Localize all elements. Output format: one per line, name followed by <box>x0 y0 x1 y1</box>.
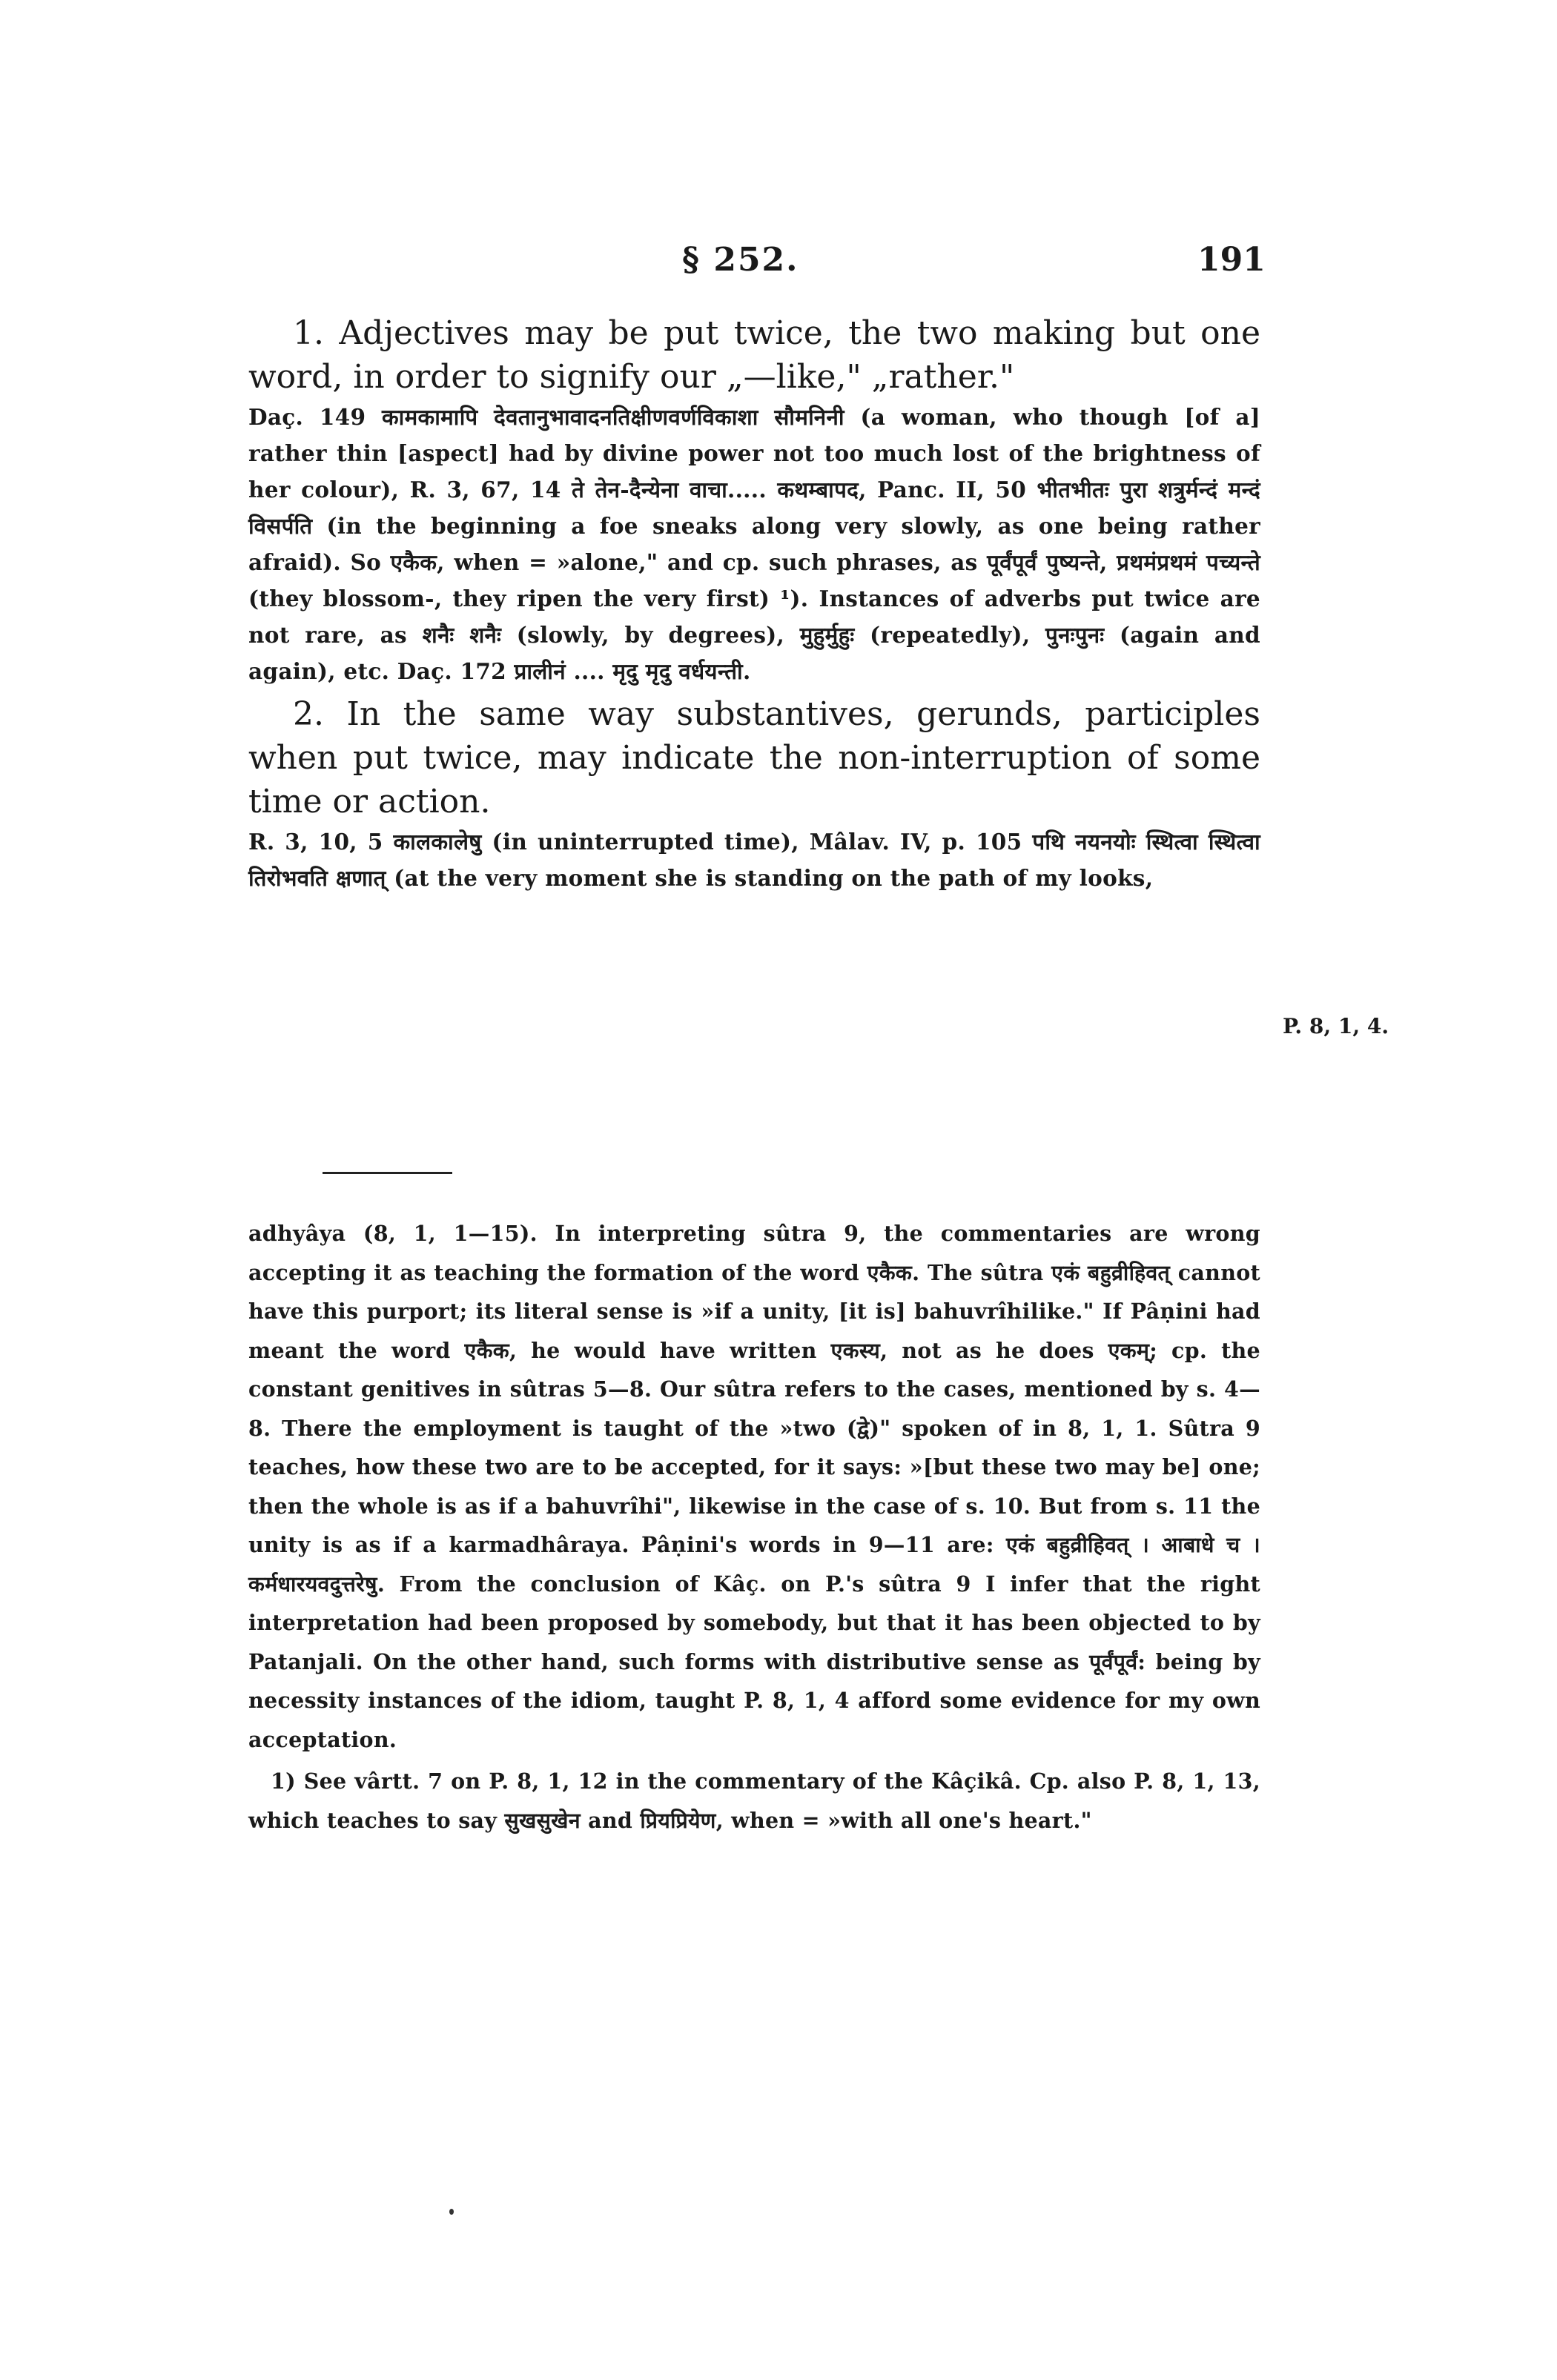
paragraph-1-lead: 1. Adjectives may be put twice, the two making but one word, in order to signify our „—like," „rather." <box>248 314 1260 396</box>
paragraph-2-body: R. 3, 10, 5 कालकालेषु (in uninterrupted time), Mâlav. IV, p. 105 पथि नयनयोः स्थित्वा स्थित्वा तिरोभवति क्षणात् (at the very moment she is standing on the path of my looks, <box>248 829 1260 891</box>
footnote-continuation: adhyâya (8, 1, 1—15). In interpreting sûtra 9, the commentaries are wrong accepting it as teaching the formation of the word एकैक. The sûtra एकं बहुव्रीहिवत् cannot have this purport; its literal sense is »if a unity, [it is] bahuvrîhilike." If Pâṇini had meant the word एकैक, he would have written एकस्य, not as he does एकम्; cp. the constant genitives in sûtras 5—8. Our sûtra refers to the cases, mentioned by s. 4—8. There the employment is taught of the »two (द्वे)" spoken of in 8, 1, 1. Sûtra 9 teaches, how these two are to be accepted, for it says: »[but these two may be] one; then the whole is as if a bahuvrîhi", likewise in the case of s. 10. But from s. 11 the unity is as if a karmadhâraya. Pâṇini's words in 9—11 are: एकं बहुव्रीहिवत् । आबाधे च । कर्मधारयवदुत्तरेषु. From the conclusion of Kâç. on P.'s sûtra 9 I infer that the right interpretation had been proposed by somebody, but that it has been objected to by Patanjali. On the other hand, such forms with distributive sense as पूर्वंपूर्वं: being by necessity instances of the idiom, taught P. 8, 1, 4 afford some evidence for my own acceptation. <box>248 1221 1260 1752</box>
footnotes <box>248 1214 1260 1840</box>
paragraph-1-body: Daç. 149 कामकामापि देवतानुभावादनतिक्षीणवर्णविकाशा सौमनिनी (a woman, who though [of a] rather thin [aspect] had by divine power not too much lost of the brightness of her colour), R. 3, 67, 14 ते तेन-दैन्येना वाचा..... कथम्बापद, Panc. II, 50 भीतभीतः पुरा शत्रुर्मन्दं मन्दं विसर्पति (in the beginning a foe sneaks along very slowly, as one being rather afraid). So एकैक, when = »alone," and cp. such phrases, as पूर्वंपूर्वं पुष्यन्ते, प्रथमंप्रथमं पच्यन्ते (they blossom-, they ripen the very first) ¹). Instances of adverbs put twice are not rare, as शनैः शनैः (slowly, by degrees), मुहुर्मुहुः (repeatedly), पुनःपुनः (again and again), etc. Daç. 172 प्रालीनं .... मृदु मृदु वर्धयन्ती. <box>248 404 1260 684</box>
page-number: 191 <box>1197 241 1266 279</box>
stray-mark <box>449 2209 454 2215</box>
footnote-1: 1) See vârtt. 7 on P. 8, 1, 12 in the commentary of the Kâçikâ. Cp. also P. 8, 1, 13, which teaches to say सुखसुखेन and प्रियप्रियेण, when = »with all one's heart." <box>248 1769 1260 1833</box>
main-text <box>248 311 1260 896</box>
section-number: § 252. <box>682 241 799 279</box>
margin-reference: P. 8, 1, 4. <box>1283 1014 1389 1038</box>
footnote-separator <box>323 1172 452 1174</box>
paragraph-2-lead: 2. In the same way substantives, gerunds, participles when put twice, may indicate the non-interruption of some time or action. <box>248 695 1260 821</box>
running-header <box>0 241 1557 285</box>
